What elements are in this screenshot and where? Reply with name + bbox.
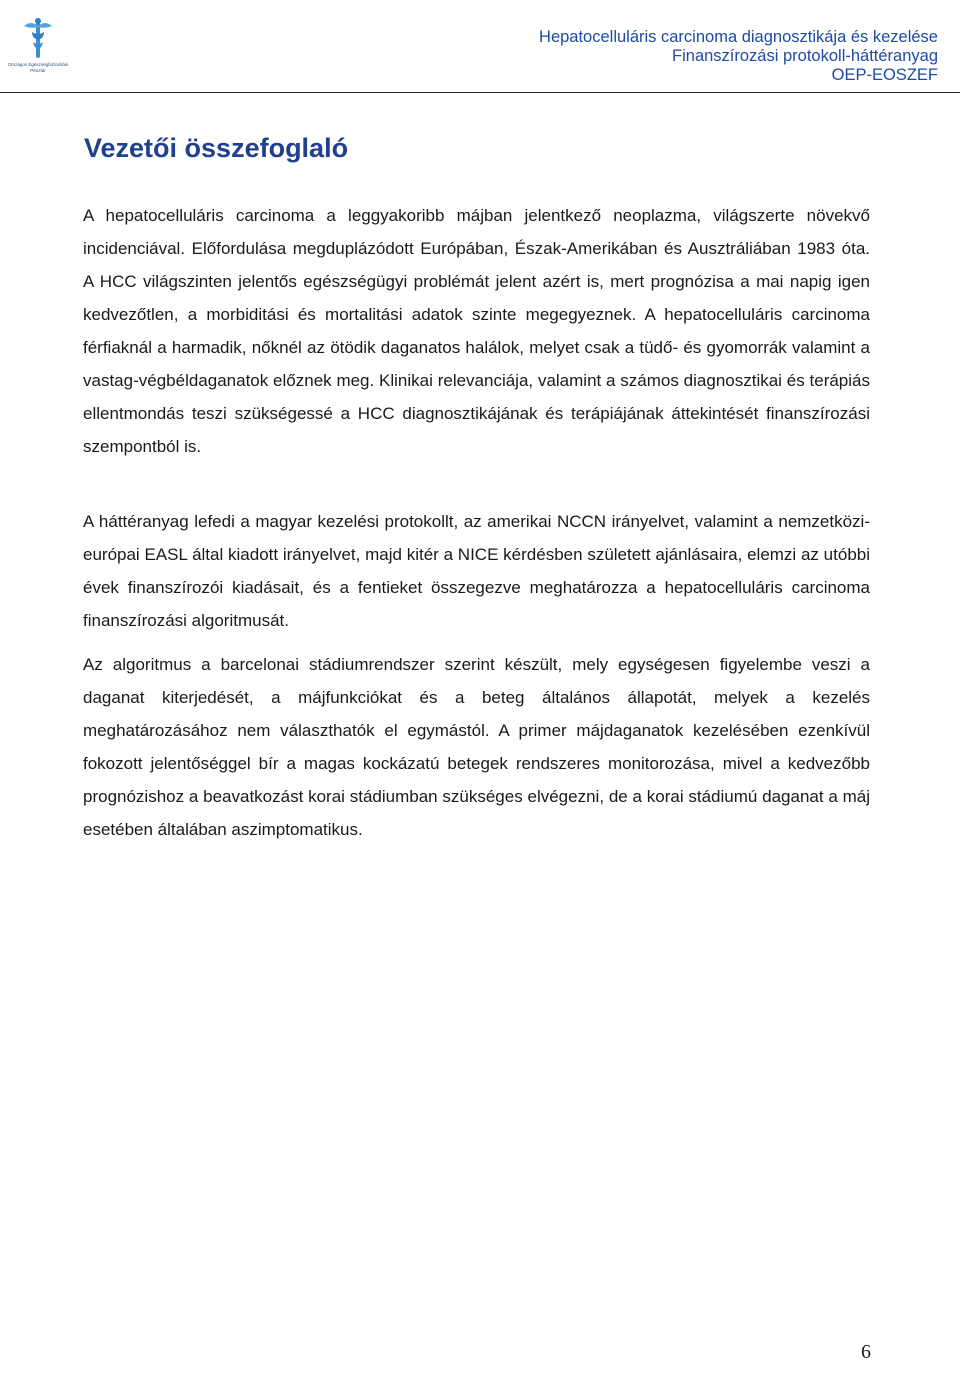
section-title: Vezetői összefoglaló	[84, 133, 349, 163]
caduceus-logo-icon	[20, 16, 56, 60]
page-number: 6	[861, 1341, 871, 1363]
logo-caption	[6, 62, 70, 73]
logo-caption-line: Országos Egészségbiztosítási	[7, 62, 69, 67]
organization-logo	[6, 16, 70, 76]
header-divider	[0, 92, 960, 93]
header-organization: OEP-EOSZEF	[831, 66, 938, 84]
logo-caption-line: Pénztár	[30, 67, 46, 73]
running-header	[539, 28, 938, 85]
summary-paragraph: A hepatocelluláris carcinoma a leggyakoribb májban jelentkező neoplazma, világszerte növekvő incidenciával. Előfordulása megduplázódott Európában, Észak-Amerikában és Ausztráliában 1983 óta. A HCC világszinten jelentős egészségügyi problémát jelent azért is, mert prognózisa a mai napig igen kedvezőtlen, a morbiditási és mortalitási adatok szinte megegyeznek. A hepatocelluláris carcinoma férfiaknál a harmadik, nőknél az ötödik daganatos halálok, melyet csak a tüdő- és gyomorrák valamint a vastag-végbéldaganatok előznek meg. Klinikai relevanciája, valamint a számos diagnosztikai és terápiás ellentmondás teszi szükségessé a HCC diagnosztikájának és terápiájának áttekintését finanszírozási szempontból is.	[83, 206, 870, 456]
header-document-type: Finanszírozási protokoll-háttéranyag	[672, 47, 938, 65]
summary-paragraph: Az algoritmus a barcelonai stádiumrendszer szerint készült, mely egységesen figyelembe veszi a daganat kiterjedését, a májfunkciókat és a beteg általános állapotát, melyek a kezelés meghatározásához nem választhatók el egymástól. A primer májdaganatok kezelésében ezenkívül fokozott jelentőséggel bír a magas kockázatú betegek rendszeres monitorozása, mivel a kedvezőbb prognózishoz a beavatkozást korai stádiumban szükséges elvégezni, de a korai stádiumú daganat a máj esetében általában aszimptomatikus.	[83, 655, 870, 839]
summary-paragraph: A háttéranyag lefedi a magyar kezelési protokollt, az amerikai NCCN irányelvet, valamint a nemzetközi-európai EASL által kiadott irányelvet, majd kitér a NICE kérdésben született ajánlásaira, elemzi az utóbbi évek finanszírozói kiadásait, és a fentieket összegezve meghatározza a hepatocelluláris carcinoma finanszírozási algoritmusát.	[83, 512, 870, 630]
header-document-title: Hepatocelluláris carcinoma diagnosztikája és kezelése	[539, 28, 938, 46]
